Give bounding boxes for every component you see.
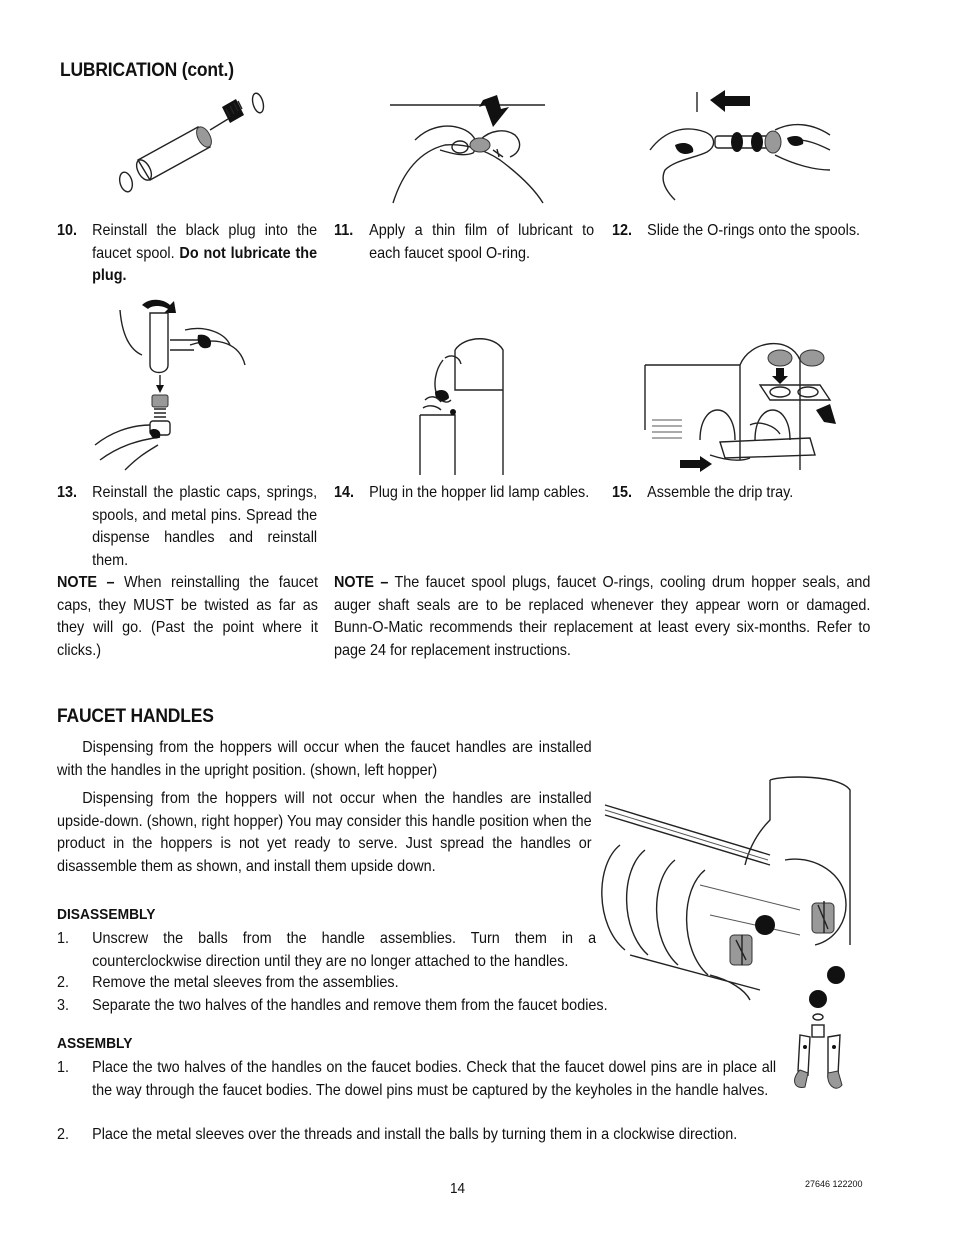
faucet-para-1: Dispensing from the hoppers will occur when the faucet handles are installed with the handles in the upright position. (shown, left hopper): [57, 739, 592, 779]
assembly-step-2: 2. Place the metal sleeves over the threads and install the balls by turning them in a clockwise direction.: [57, 1126, 738, 1143]
faucet-handles-title: FAUCET HANDLES: [57, 706, 214, 727]
step-number: 11.: [334, 222, 354, 239]
step-11: [334, 220, 595, 270]
step-13: [57, 482, 318, 577]
disassembly-title: DISASSEMBLY: [57, 906, 156, 923]
slide-orings-illustration: [645, 90, 835, 205]
assembly-title: ASSEMBLY: [57, 1035, 133, 1052]
page-number: 14: [450, 1180, 466, 1197]
faucet-para-2: Dispensing from the hoppers will not occur when the handles are installed upside-down. (shown, right hopper) You may consider this handle position when the product in the hoppers is not yet ready to serve. Just spread the handles or disassemble them as shown, and install them upside down.: [57, 790, 592, 875]
spool-plug-illustration: [110, 85, 280, 200]
step-10: [57, 220, 318, 290]
step-12: [612, 220, 873, 270]
step-number: 12.: [612, 222, 633, 239]
step-text: Reinstall the black plug into the faucet spool.: [92, 222, 318, 262]
step-text: Assemble the drip tray.: [647, 484, 794, 501]
step-14: [334, 482, 595, 532]
step-number: 10.: [57, 222, 78, 239]
step-text: Apply a thin film of lubricant to each faucet spool O-ring.: [369, 222, 595, 262]
disassembly-step-3: 3. Separate the two halves of the handles and remove them from the faucet bodies.: [57, 997, 608, 1014]
step-warning: Do not lubricate the plug.: [92, 244, 318, 284]
note-faucet-caps: [57, 572, 318, 667]
lamp-cables-illustration: [415, 330, 515, 475]
step-number: 14.: [334, 484, 355, 501]
step-text: Slide the O-rings onto the spools.: [647, 222, 861, 239]
note-label: NOTE –: [334, 574, 389, 591]
step-15: [612, 482, 873, 512]
lubricate-oring-illustration: [385, 95, 550, 210]
faucet-reassembly-illustration: [90, 295, 260, 475]
document-code: 27646 122200: [805, 1179, 863, 1189]
disassembly-step-1: 1. Unscrew the balls from the handle assemblies. Turn them in a counterclockwise direction until they are no longer attached to the handles.: [57, 930, 597, 970]
note-text: When reinstalling the faucet caps, they MUST be twisted as far as they will go. (Past the point where it clicks.): [57, 574, 318, 659]
note-text: The faucet spool plugs, faucet O-rings, cooling drum hopper seals, and auger shaft seals are to be replaced whenever they appear worn or damaged. Bunn-O-Matic recommends their replacement at least every six-months. Refer to page 24 for replacement instructions.: [334, 574, 871, 659]
section-title: LUBRICATION (cont.): [60, 60, 234, 81]
disassembly-step-2: 2. Remove the metal sleeves from the assemblies.: [57, 974, 399, 991]
step-text: Plug in the hopper lid lamp cables.: [369, 484, 590, 501]
step-text: Reinstall the plastic caps, springs, spools, and metal pins. Spread the dispense handles and reinstall them.: [92, 484, 318, 569]
step-number: 13.: [57, 484, 78, 501]
drip-tray-illustration: [640, 330, 840, 475]
step-number: 15.: [612, 484, 633, 501]
assembly-step-1: 1. Place the two halves of the handles on the faucet bodies. Check that the faucet dowel pins are in place all the way through the faucet bodies. The dowel pins must be captured by the keyholes in the handle halves.: [57, 1059, 777, 1099]
faucet-handles-illustration: [600, 775, 855, 1095]
note-label: NOTE –: [57, 574, 115, 591]
note-replacement: [334, 572, 874, 667]
